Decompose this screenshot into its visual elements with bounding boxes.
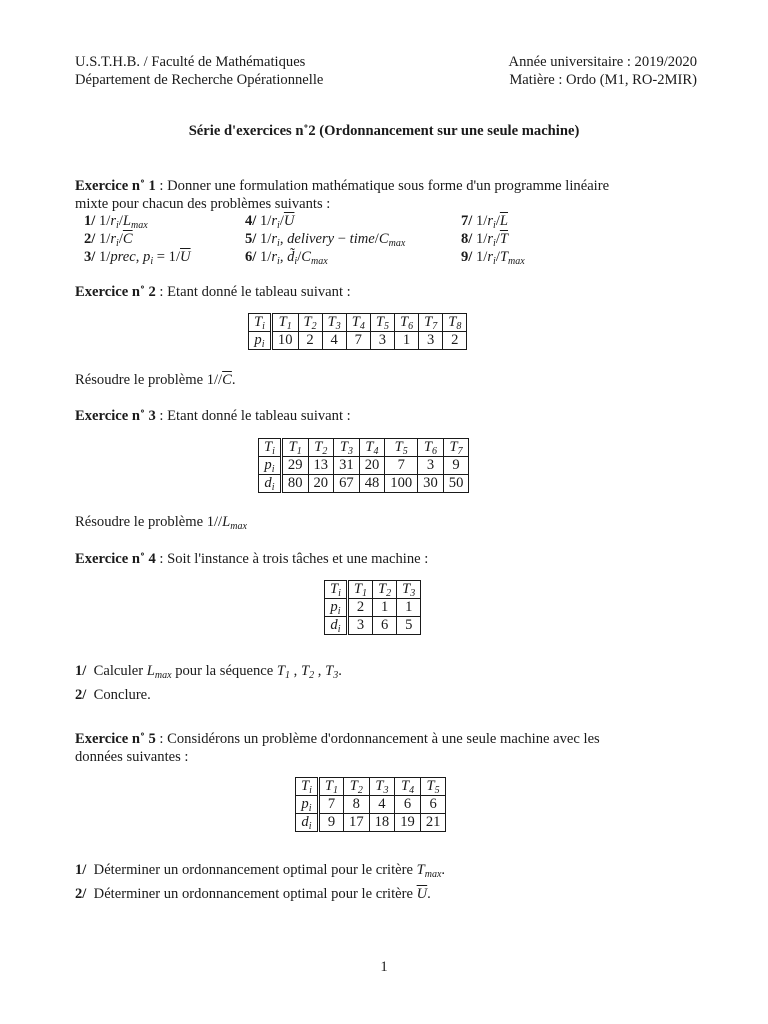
header-subject: Matière : Ordo (M1, RO-2MIR) (509, 72, 697, 88)
exercise-4-label: Exercice n˚ 4 (75, 551, 156, 567)
exercise-4-intro (75, 550, 428, 568)
table-header-cell: $d_i$ (259, 475, 282, 493)
table-cell: $T_2$ (373, 581, 397, 599)
table-cell: 29 (281, 457, 308, 475)
table-cell: 2 (443, 332, 467, 350)
table-cell: 48 (359, 475, 385, 493)
table-row (259, 457, 469, 475)
table-row (296, 814, 446, 832)
table-header-cell: $p_i$ (259, 457, 282, 475)
table-cell: 6 (373, 617, 397, 635)
table-cell: $T_2$ (308, 439, 334, 457)
exercise-5-question-1: 1/ Déterminer un ordonnancement optimal pour le critère $T_{max}$. (75, 862, 446, 880)
table-cell: 5 (397, 617, 421, 635)
table-row (296, 796, 446, 814)
table-cell: $T_3$ (369, 778, 395, 796)
table-cell: 67 (334, 475, 360, 493)
table-cell: $T_5$ (385, 439, 418, 457)
table-cell: 9 (318, 814, 343, 832)
table-cell: $T_4$ (359, 439, 385, 457)
table-cell: $T_1$ (318, 778, 343, 796)
problem-4: 4/ $1/r_i/\overline{U}$ (245, 213, 295, 231)
table-cell: $T_3$ (334, 439, 360, 457)
table-cell: 1 (373, 599, 397, 617)
exercise-3-intro (75, 407, 351, 425)
table-cell: 2 (298, 332, 322, 350)
exercise-2-solve: Résoudre le problème $1//\overline{C}$. (75, 372, 236, 388)
table-cell: $T_4$ (346, 314, 370, 332)
table-cell: $T_5$ (420, 778, 446, 796)
table-cell: $T_2$ (344, 778, 370, 796)
table-header-cell: $T_i$ (259, 439, 282, 457)
table-row (259, 475, 469, 493)
table-cell: $T_4$ (395, 778, 421, 796)
table-header-cell: $d_i$ (296, 814, 319, 832)
table-cell: 20 (308, 475, 334, 493)
table-cell: 10 (271, 332, 298, 350)
table-header-cell: $T_i$ (249, 314, 272, 332)
table-cell: $T_7$ (419, 314, 443, 332)
exercise-4-text: : Soit l'instance à trois tâches et une machine : (155, 551, 429, 567)
table-cell: 80 (281, 475, 308, 493)
table-cell: 31 (334, 457, 360, 475)
table-header-cell: $T_i$ (325, 581, 348, 599)
table-cell: $T_5$ (370, 314, 394, 332)
table-row (325, 617, 421, 635)
exercise-2-text: : Etant donné le tableau suivant : (155, 284, 351, 300)
exercise-1-text-line1: : Donner une formulation mathématique sous forme d'un programme linéaire (155, 178, 610, 194)
exercise-4-table (324, 580, 421, 635)
exercise-5-question-2: 2/ Déterminer un ordonnancement optimal pour le critère $\overline{U}$. (75, 886, 431, 902)
table-cell: $T_3$ (322, 314, 346, 332)
exercise-1-label: Exercice n˚ 1 (75, 178, 156, 194)
header-year: Année universitaire : 2019/2020 (508, 54, 697, 70)
problem-7: 7/ $1/r_i/\overline{L}$ (461, 213, 509, 231)
table-cell: 100 (385, 475, 418, 493)
table-cell: 50 (443, 475, 469, 493)
table-cell: 7 (346, 332, 370, 350)
table-cell: 4 (369, 796, 395, 814)
table-cell: 7 (318, 796, 343, 814)
table-cell: $T_6$ (395, 314, 419, 332)
exercise-4-question-1: 1/ Calculer $L_{max}$ pour la séquence $T_1$ , $T_2$ , $T_3$. (75, 663, 342, 681)
header-department: Département de Recherche Opérationnelle (75, 72, 324, 88)
table-cell: 30 (418, 475, 444, 493)
problem-6: 6/ $1/r_i$, $d̃_i/C_{max}$ (245, 249, 328, 267)
exercise-1-intro (75, 177, 609, 195)
table-cell: $T_6$ (418, 439, 444, 457)
table-cell: 6 (420, 796, 446, 814)
exercise-5-text-line2: données suivantes : (75, 749, 189, 765)
table-cell: 7 (385, 457, 418, 475)
header-university: U.S.T.H.B. / Faculté de Mathématiques (75, 54, 306, 70)
exercise-5-label: Exercice n˚ 5 (75, 731, 156, 747)
table-cell: 17 (344, 814, 370, 832)
table-cell: $T_8$ (443, 314, 467, 332)
table-row (325, 599, 421, 617)
table-row (259, 439, 469, 457)
table-cell: 3 (347, 617, 372, 635)
problem-3: 3/ 1/prec, $p_i = 1/\overline{U}$ (84, 249, 191, 267)
table-cell: 4 (322, 332, 346, 350)
page-number: 1 (380, 959, 388, 975)
problem-1: 1/ $1/r_i/L_{max}$ (84, 213, 148, 231)
table-cell: 18 (369, 814, 395, 832)
table-cell: $T_1$ (271, 314, 298, 332)
table-cell: 1 (397, 599, 421, 617)
table-cell: 8 (344, 796, 370, 814)
exercise-5-text-line1: : Considérons un problème d'ordonnancement à une seule machine avec les (155, 731, 600, 747)
problem-8: 8/ $1/r_i/\overline{T}$ (461, 231, 509, 249)
table-cell: 21 (420, 814, 446, 832)
problem-9: 9/ $1/r_i/T_{max}$ (461, 249, 525, 267)
table-row (325, 581, 421, 599)
table-cell: $T_2$ (298, 314, 322, 332)
exercise-2-intro (75, 283, 351, 301)
table-cell: 9 (443, 457, 469, 475)
problem-2: 2/ $1/r_i/\overline{C}$ (84, 231, 133, 249)
exercise-3-table (258, 438, 469, 493)
table-header-cell: $d_i$ (325, 617, 348, 635)
table-cell: $T_1$ (281, 439, 308, 457)
table-header-cell: $T_i$ (296, 778, 319, 796)
table-cell: 3 (419, 332, 443, 350)
exercise-5-intro (75, 730, 600, 748)
table-header-cell: $p_i$ (296, 796, 319, 814)
table-cell: $T_7$ (443, 439, 469, 457)
table-row (296, 778, 446, 796)
problem-5: 5/ $1/r_i$, delivery − time/$C_{max}$ (245, 231, 406, 249)
table-cell: 6 (395, 796, 421, 814)
table-row (249, 314, 467, 332)
table-cell: 3 (418, 457, 444, 475)
exercise-3-text: : Etant donné le tableau suivant : (155, 408, 351, 424)
table-cell: $T_3$ (397, 581, 421, 599)
exercise-4-question-2: 2/ Conclure. (75, 687, 151, 703)
exercise-3-label: Exercice n˚ 3 (75, 408, 156, 424)
exercise-5-table (295, 777, 446, 832)
page-title: Série d'exercices n˚2 (Ordonnancement sur une seule machine) (188, 123, 580, 139)
exercise-2-label: Exercice n˚ 2 (75, 284, 156, 300)
table-cell: 20 (359, 457, 385, 475)
table-header-cell: $p_i$ (325, 599, 348, 617)
table-cell: 13 (308, 457, 334, 475)
table-cell: $T_1$ (347, 581, 372, 599)
table-cell: 19 (395, 814, 421, 832)
table-cell: 2 (347, 599, 372, 617)
table-cell: 3 (370, 332, 394, 350)
table-header-cell: $p_i$ (249, 332, 272, 350)
table-row (249, 332, 467, 350)
exercise-2-table (248, 313, 467, 350)
table-cell: 1 (395, 332, 419, 350)
exercise-1-text-line2: mixte pour chacun des problèmes suivants : (75, 196, 331, 212)
exercise-3-solve: Résoudre le problème $1//L_{max}$ (75, 514, 247, 532)
